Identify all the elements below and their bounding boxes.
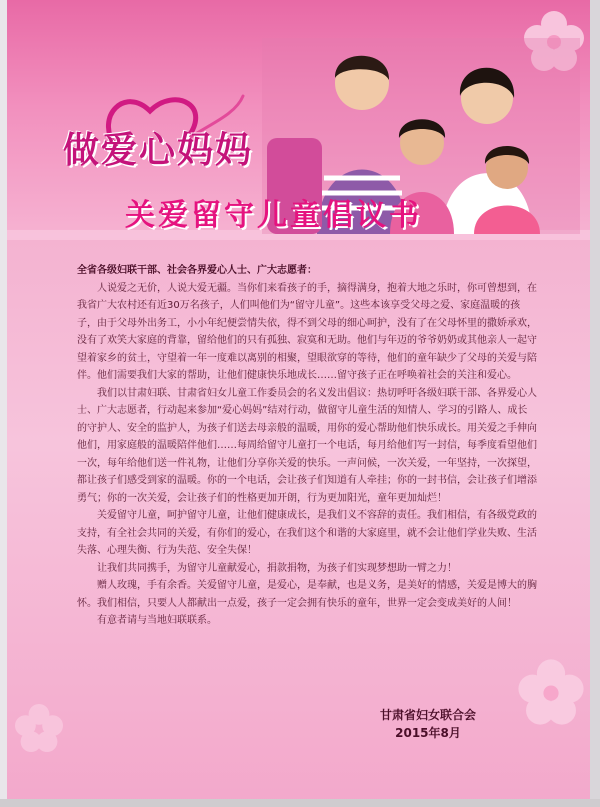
letter-greeting: 全省各级妇联干部、社会各界爱心人士、广大志愿者：	[77, 265, 317, 276]
signature-org: 甘肃省妇女联合会	[379, 708, 476, 722]
flower-decoration-icon	[513, 654, 589, 730]
signature-date: 2015年8月	[395, 726, 461, 740]
letter-paragraph: 关爱留守儿童，呵护留守儿童，让他们健康成长，是我们义不容辞的责任。我们相信，有各级党政的支持，有全社会共同的关爱，有你们的爱心，在我们这个和谐的大家庭里，就不会让他们学业失败、生活失落、心理失衡、行为失范、安全失保！	[77, 510, 537, 556]
horizontal-scrollbar[interactable]	[0, 799, 600, 807]
letter-paragraph: 我们以甘肃妇联、甘肃省妇女儿童工作委员会的名义发出倡议：热切呼吁各级妇联干部、各界爱心人士、广大志愿者，行动起来参加“爱心妈妈”结对行动，做留守儿童生活的知情人、学习的引路人、成长的守护人、安全的监护人，为孩子们送去母亲般的温暖，用你的爱心帮助他们快乐成长。用关爱之手伸向他们，用家庭般的温暖陪伴他们……每周给留守儿童打一个电话，每月给他们写一封信，每季度看望他们一次，每年给他们送一件礼物，让他们分享你关爱的快乐。一声问候，一次关爱，一年坚持，一次探望，都让孩子们感受到家的温暖。你的一个电话，会让孩子们知道有人牵挂；你的一封书信，会让孩子们增添勇气；你的一次关爱，会让孩子们的性格更加开朗，行为更加阳光，童年更加灿烂！	[77, 387, 537, 504]
signature	[363, 706, 493, 742]
flower-decoration-icon	[11, 700, 67, 756]
letter-body	[77, 262, 537, 630]
poster	[7, 0, 590, 807]
letter-paragraph: 让我们共同携手，为留守儿童献爱心，捐款捐物，为孩子们实现梦想助一臂之力！	[97, 562, 457, 574]
banner-subtitle: 关爱留守儿童倡议书	[125, 198, 422, 233]
banner-title: 做爱心妈妈	[63, 129, 254, 171]
letter-paragraph: 赠人玫瑰，手有余香。关爱留守儿童，是爱心，是奉献，也是义务，是美好的情感，关爱是博大的胸怀。我们相信，只要人人都献出一点爱，孩子一定会拥有快乐的童年，世界一定会变成美好的人间！	[77, 580, 537, 609]
letter-paragraph: 人说爱之无价，人说大爱无疆。当你们来看孩子的手，摘得满身，抱着大地之乐时，你可曾想到，在我省广大农村还有近30万名孩子，人们叫他们为“留守儿童”。这些本该享受父母之爱、家庭温暖的孩子，由于父母外出务工，小小年纪便尝情失依，得不到父母的细心呵护，没有了在父母怀里的撒娇承欢，没有了欢笑大家庭的背靠，留给他们的只有孤独、寂寞和无助。他们与年迈的爷爷奶奶或其他亲人一起守望着家乡的贫土，守望着一年一度难以离别的相聚，望眼欲穿的等待，他们的童年缺少了父母的关爱与陪伴。他们需要我们大家的帮助，让他们健康快乐地成长……留守孩子正在呼唤着社会的关注和爱心。	[77, 282, 537, 381]
vertical-scrollbar[interactable]	[590, 0, 600, 807]
letter-paragraph: 有意者请与当地妇联联系。	[97, 615, 217, 626]
